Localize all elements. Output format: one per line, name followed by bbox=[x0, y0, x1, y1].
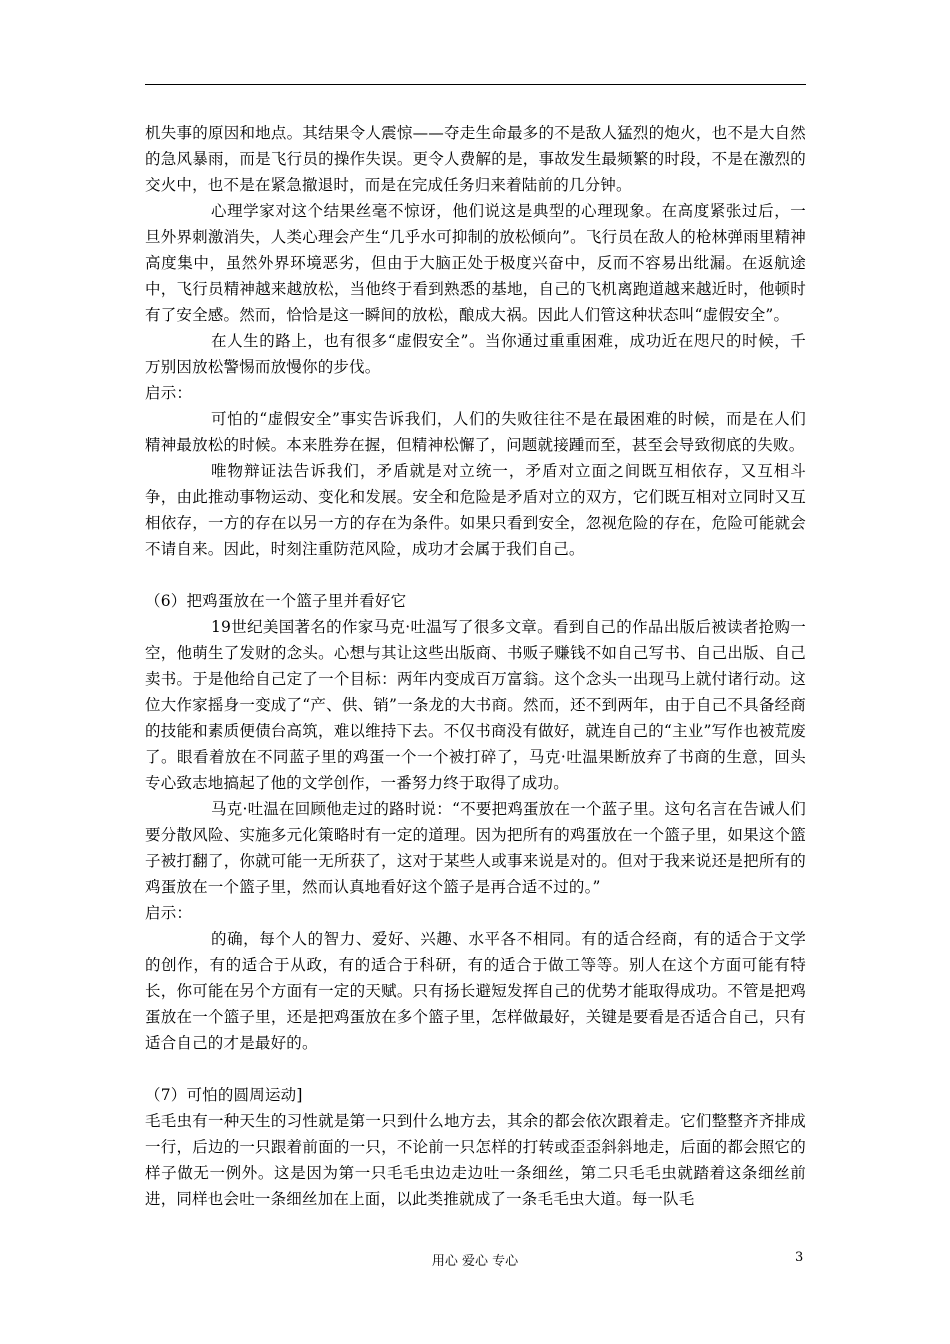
paragraph: 19世纪美国著名的作家马克·吐温写了很多文章。看到自己的作品出版后被读者抢购一空，他萌生了发财的念头。心想与其让这些出版商、书贩子赚钱不如自己写书、自己出版、自己卖书。于是他给自己定了一个目标：两年内变成百万富翁。这个念头一出现马上就付诸行动。这位大作家摇身一变成了“产、供、销”一条龙的大书商。然而，还不到两年，由于自己不具备经商的技能和素质便债台高筑，难以维持下去。不仅书商没有做好，就连自己的“主业”写作也被荒废了。眼看着放在不同蓝子里的鸡蛋一个一个被打碎了，马克·吐温果断放弃了书商的生意，回头专心致志地搞起了他的文学创作，一番努力终于取得了成功。 bbox=[145, 618, 806, 792]
paragraph: 在人生的路上，也有很多“虚假安全”。当你通过重重困难，成功近在咫尺的时候，千万别因放松警惕而放慢你的步伐。 bbox=[145, 332, 806, 376]
paragraph: 唯物辩证法告诉我们，矛盾就是对立统一，矛盾对立面之间既互相依存，又互相斗争，由此推动事物运动、变化和发展。安全和危险是矛盾对立的双方，它们既互相对立同时又互相依存，一方的存在以另一方的存在为条件。如果只看到安全，忽视危险的存在，危险可能就会不请自来。因此，时刻注重防范风险，成功才会属于我们自己。 bbox=[145, 462, 806, 558]
paragraph: 机失事的原因和地点。其结果令人震惊——夺走生命最多的不是敌人猛烈的炮火，也不是大自然的急风暴雨，而是飞行员的操作失误。更令人费解的是，事故发生最频繁的时段，不是在激烈的交火中，也不是在紧急撤退时，而是在完成任务归来着陆前的几分钟。 bbox=[145, 124, 806, 194]
section-heading: （6）把鸡蛋放在一个篮子里并看好它 bbox=[145, 592, 407, 610]
body-text bbox=[145, 120, 806, 1212]
paragraph: 马克·吐温在回顾他走过的路时说：“不要把鸡蛋放在一个蓝子里。这句名言在告诫人们要分散风险、实施多元化策略时有一定的道理。因为把所有的鸡蛋放在一个篮子里，如果这个篮子被打翻了，你就可能一无所获了，这对于某些人或事来说是对的。但对于我来说还是把所有的鸡蛋放在一个篮子里，然而认真地看好这个篮子是再合适不过的。” bbox=[145, 800, 806, 896]
paragraph: 心理学家对这个结果丝毫不惊讶，他们说这是典型的心理现象。在高度紧张过后，一旦外界刺激消失，人类心理会产生“几乎水可抑制的放松倾向”。飞行员在敌人的枪林弹雨里精神高度集中，虽然外界环境恶劣，但由于大脑正处于极度兴奋中，反而不容易出纰漏。在返航途中，飞行员精神越来越放松，当他终于看到熟悉的基地，自己的飞机离跑道越来越近时，他顿时有了安全感。然而，恰恰是这一瞬间的放松，酿成大祸。因此人们管这种状态叫“虚假安全”。 bbox=[145, 202, 806, 324]
section-heading: （7）可怕的圆周运动] bbox=[145, 1086, 303, 1104]
header-rule bbox=[145, 84, 806, 85]
insight-label: 启示： bbox=[145, 384, 193, 402]
page-number: 3 bbox=[795, 1250, 804, 1265]
section-gap bbox=[145, 562, 806, 588]
section-gap bbox=[145, 1056, 806, 1082]
insight-label: 启示： bbox=[145, 904, 193, 922]
paragraph: 可怕的“虚假安全”事实告诉我们，人们的失败往往不是在最困难的时候，而是在人们精神最放松的时候。本来胜券在握，但精神松懈了，问题就接踵而至，甚至会导致彻底的失败。 bbox=[145, 410, 806, 454]
paragraph: 的确，每个人的智力、爱好、兴趣、水平各不相同。有的适合经商，有的适合于文学的创作，有的适合于从政，有的适合于科研，有的适合于做工等等。别人在这个方面可能有特长，你可能在另个方面有一定的天赋。只有扬长避短发挥自己的优势才能取得成功。不管是把鸡蛋放在一个篮子里，还是把鸡蛋放在多个篮子里，怎样做最好，关键是要看是否适合自己，只有适合自己的才是最好的。 bbox=[145, 930, 806, 1052]
paragraph: 毛毛虫有一种天生的习性就是第一只到什么地方去，其余的都会依次跟着走。它们整整齐齐排成一行，后边的一只跟着前面的一只，不论前一只怎样的打转或歪歪斜斜地走，后面的都会照它的样子做无一例外。这是因为第一只毛毛虫边走边吐一条细丝，第二只毛毛虫就踏着这条细丝前进，同样也会吐一条细丝加在上面，以此类推就成了一条毛毛虫大道。每一队毛 bbox=[145, 1112, 806, 1208]
footer-slogan: 用心 爱心 专心 bbox=[431, 1254, 519, 1269]
